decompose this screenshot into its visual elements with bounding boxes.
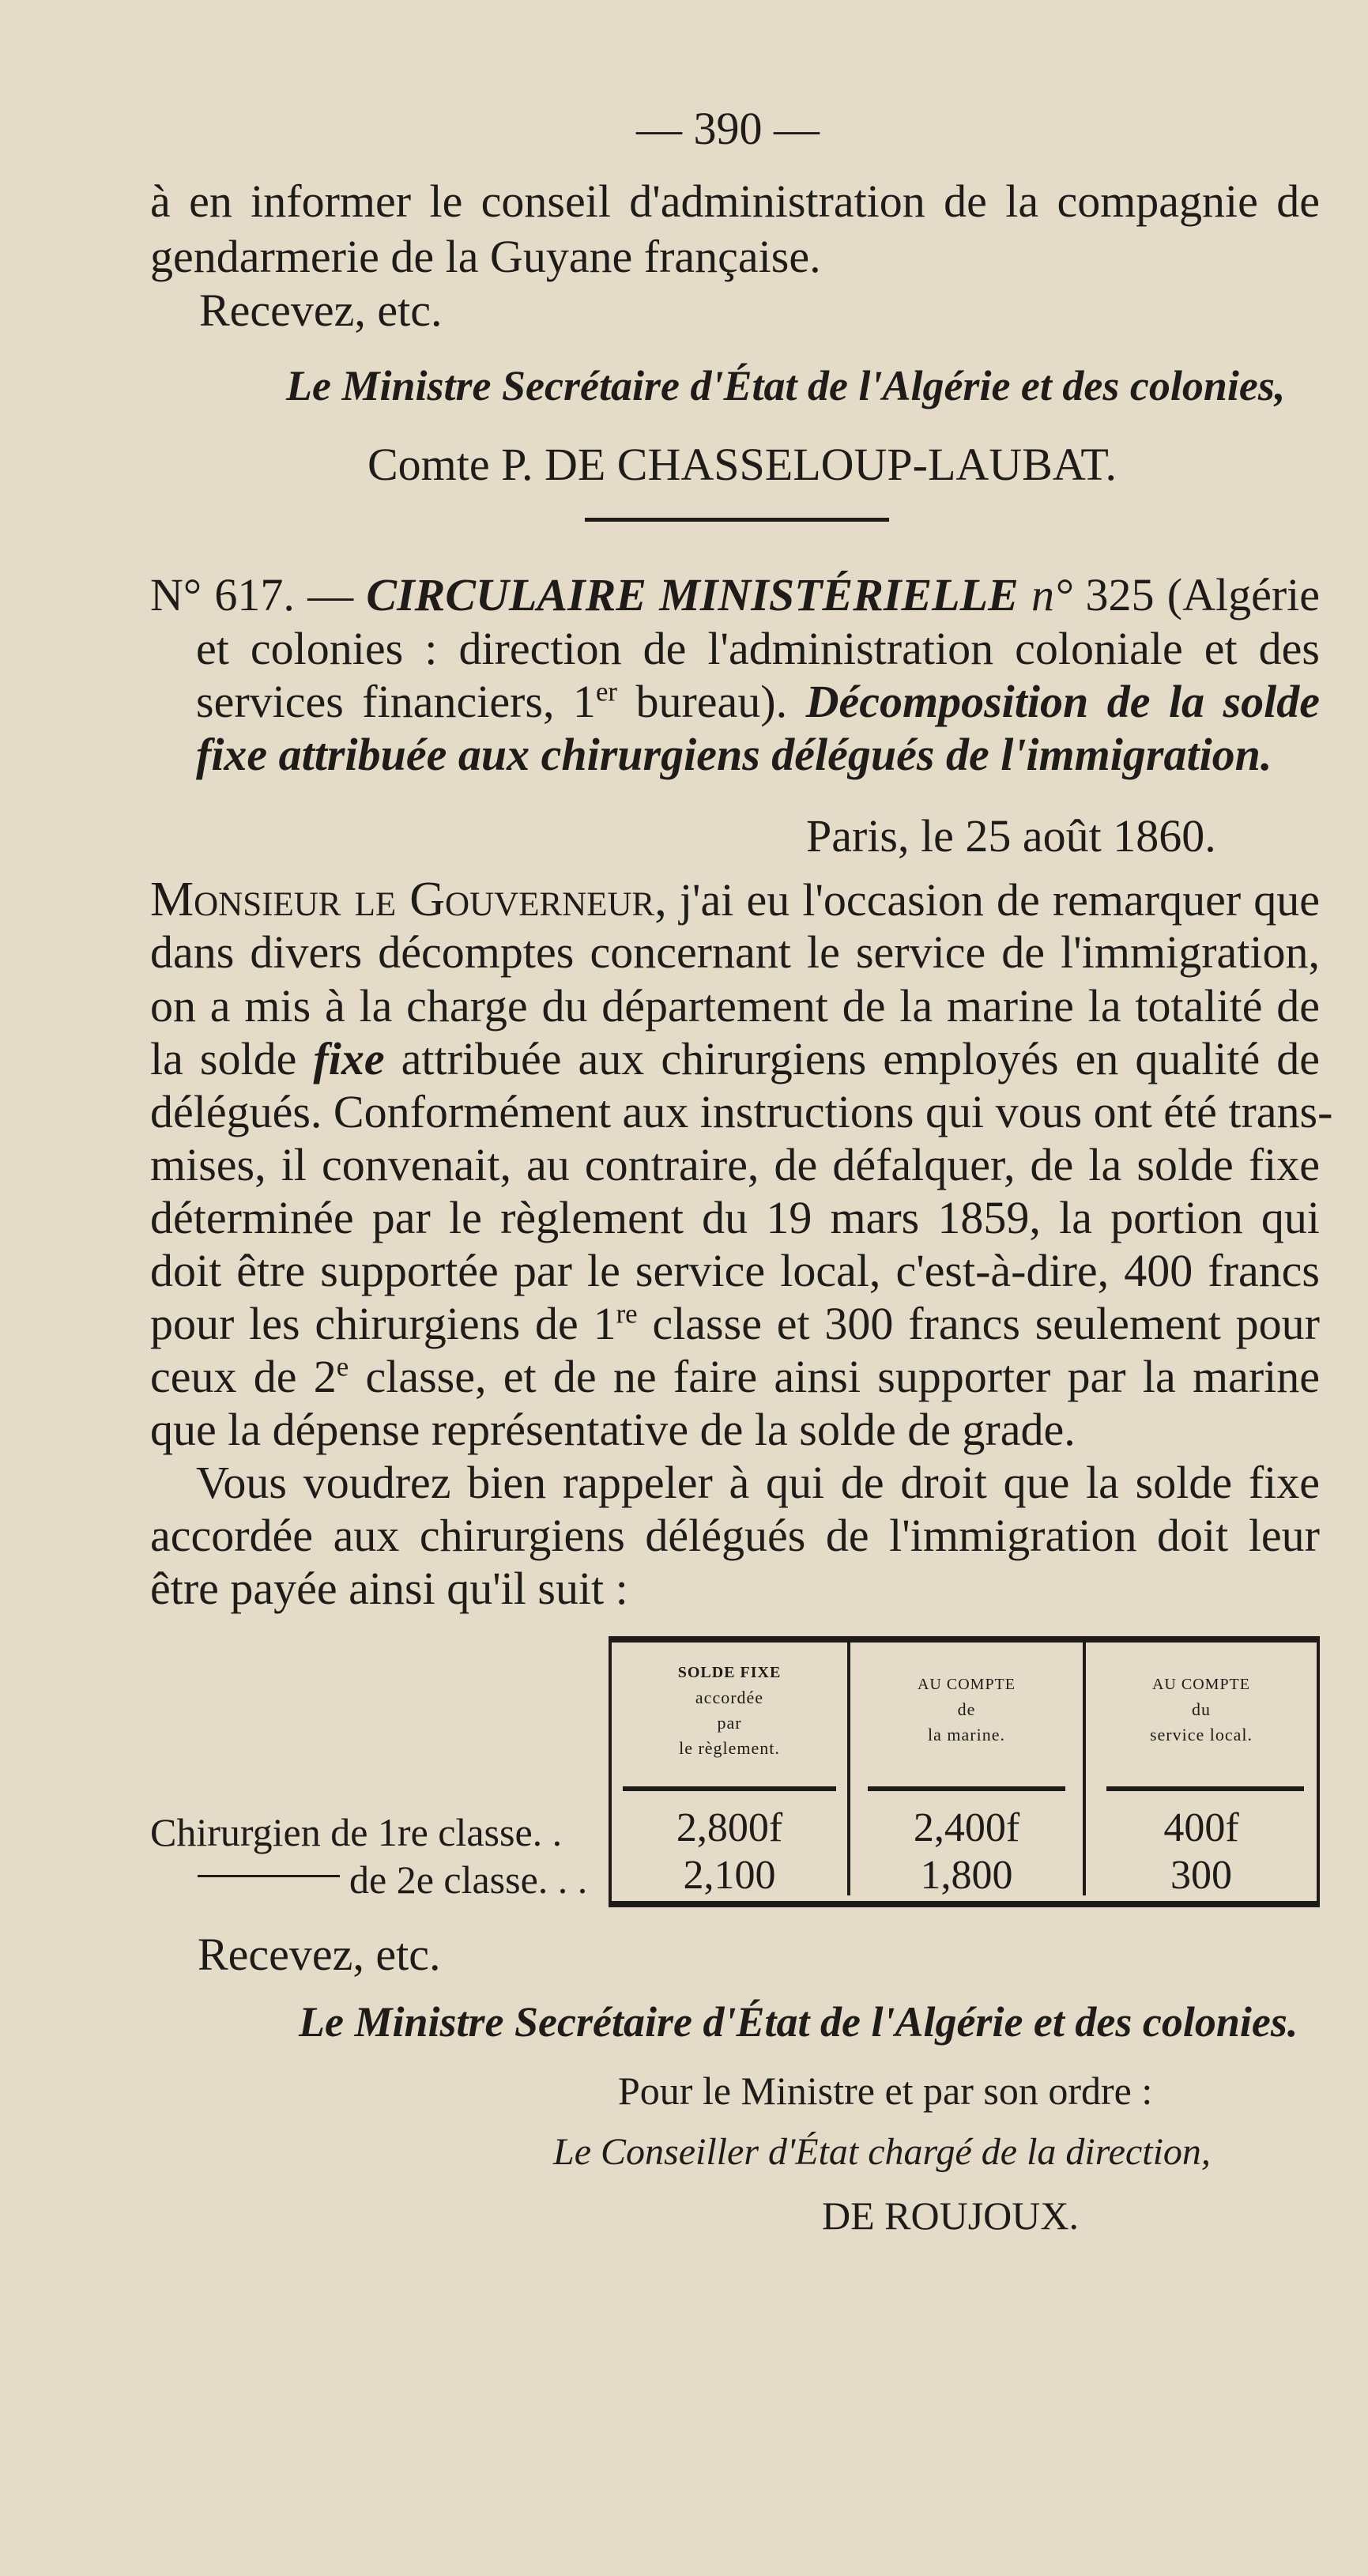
body-line-4-fixe: fixe (313, 1033, 385, 1084)
body-line-10b: classe, et de ne faire ainsi supporter par la marine (365, 1351, 1321, 1402)
body-line-9b: classe et 300 francs seulement pour (652, 1298, 1320, 1349)
header-3-line-1: AU COMPTE (1151, 1676, 1250, 1693)
circular-line3c: Décomposition de la solde (805, 676, 1321, 727)
header-2-line-3: la marine. (928, 1725, 1005, 1744)
body-line-9 (150, 1298, 1320, 1350)
body-line-7: déterminée par le règlement du 19 mars 1859, la portion qui (150, 1192, 1320, 1243)
header-3-line-2: du (1192, 1699, 1211, 1719)
circular-line3b: bureau). (635, 676, 788, 727)
body-line-4a: la solde (150, 1033, 297, 1084)
header-1-line-1: SOLDE FIXE (677, 1664, 782, 1681)
table-row-1-col-1: 2,800f (676, 1805, 783, 1850)
closing-recevez: Recevez, etc. (198, 1929, 441, 1980)
header-1-line-4: le règlement. (679, 1738, 780, 1758)
salutation: Monsieur le Gouverneur, (150, 873, 667, 926)
table-row-1-col-2: 2,400f (913, 1805, 1020, 1850)
table-header-rule-2 (868, 1786, 1065, 1791)
body-line-10a: ceux de 2 (150, 1351, 337, 1402)
table-row-2-col-2: 1,800 (920, 1853, 1013, 1898)
body-line-9-sup: re (616, 1298, 638, 1329)
opening-line-2: gendarmerie de la Guyane française. (150, 231, 821, 282)
body-line-6: mises, il convenait, au contraire, de défalquer, de la solde fixe (150, 1139, 1320, 1190)
closing-minister-title: Le Ministre Secrétaire d'État de l'Algérie et des colonies. (299, 1998, 1298, 2046)
table-top-rule (609, 1636, 1320, 1643)
table-row-2-col-3: 300 (1170, 1853, 1232, 1898)
page-number: — 390 — (636, 103, 820, 154)
closing-conseiller: Le Conseiller d'État chargé de la direction, (553, 2131, 1211, 2173)
circular-n-label: n° (1031, 569, 1073, 620)
circular-heading-line-4: fixe attribuée aux chirurgiens délégués de l'immigration. (196, 729, 1272, 780)
opening-line-1: à en informer le conseil d'administration de la compagnie de (150, 175, 1320, 227)
circular-line1-rest: (Algérie (1166, 569, 1321, 620)
circular-heading-line-3 (196, 676, 1320, 728)
circular-line3-sup: er (595, 676, 617, 707)
body-line-5: délégués. Conformément aux instructions qui vous ont été trans- (150, 1086, 1333, 1137)
circular-heading-line-2: et colonies : direction de l'administration coloniale et des (196, 623, 1320, 674)
table-row-1-label: Chirurgien de 1re classe. . (150, 1810, 563, 1854)
body-line-8: doit être supportée par le service local, c'est-à-dire, 400 francs (150, 1245, 1320, 1296)
closing-name: DE ROUJOUX. (822, 2193, 1079, 2238)
header-2-line-2: de (957, 1699, 976, 1719)
table-row-2-dash (198, 1875, 340, 1877)
table-row-2-col-1: 2,100 (683, 1853, 776, 1898)
table-header-rule-3 (1106, 1786, 1304, 1791)
body-line-14: être payée ainsi qu'il suit : (150, 1563, 628, 1614)
header-1-line-3: par (717, 1713, 742, 1733)
header-2-line-1: AU COMPTE (917, 1676, 1016, 1693)
opening-minister-name: Comte P. DE CHASSELOUP-LAUBAT. (367, 439, 1117, 490)
table-header-col-2 (850, 1672, 1083, 1748)
body-line-10 (150, 1351, 1320, 1403)
body-line-4c: attribuée aux chirurgiens employés en qualité de (401, 1033, 1320, 1084)
circular-n-value: 325 (1085, 569, 1155, 620)
body-line-9a: pour les chirurgiens de 1 (150, 1298, 616, 1349)
body-line-10-sup: e (336, 1351, 349, 1382)
circular-heading-line-1 (150, 569, 1320, 621)
circular-line3a: services financiers, 1 (196, 676, 596, 727)
table-header-col-1 (612, 1660, 847, 1761)
table-bottom-rule (609, 1901, 1320, 1907)
circular-number: N° 617. — (150, 569, 354, 620)
table-right-border (1317, 1636, 1320, 1905)
body-line-1 (150, 873, 1320, 926)
closing-order: Pour le Ministre et par son ordre : (618, 2069, 1153, 2113)
table-row-1-col-3: 400f (1163, 1805, 1239, 1850)
header-3-line-3: service local. (1149, 1725, 1253, 1744)
body-line-1-rest: j'ai eu l'occasion de remarquer que (679, 874, 1321, 926)
dateline: Paris, le 25 août 1860. (806, 810, 1216, 862)
circular-label: CIRCULAIRE MINISTÉRIELLE (366, 569, 1019, 620)
table-header-rule-1 (623, 1786, 836, 1791)
body-line-13: accordée aux chirurgiens délégués de l'immigration doit leur (150, 1510, 1320, 1561)
body-line-12: Vous voudrez bien rappeler à qui de droit que la solde fixe (196, 1457, 1320, 1508)
body-line-4 (150, 1033, 1320, 1085)
header-1-line-2: accordée (695, 1688, 764, 1707)
opening-minister-title: Le Ministre Secrétaire d'État de l'Algérie et des colonies, (286, 362, 1286, 409)
table-header-col-3 (1086, 1672, 1317, 1748)
section-divider (585, 518, 889, 522)
body-line-2: dans divers décomptes concernant le service de l'immigration, (150, 926, 1320, 978)
body-line-11: que la dépense représentative de la solde de grade. (150, 1404, 1076, 1455)
opening-recevez: Recevez, etc. (199, 285, 443, 336)
body-line-3: on a mis à la charge du département de la marine la totalité de (150, 980, 1320, 1032)
table-row-2-label: de 2e classe. . . (349, 1858, 588, 1902)
